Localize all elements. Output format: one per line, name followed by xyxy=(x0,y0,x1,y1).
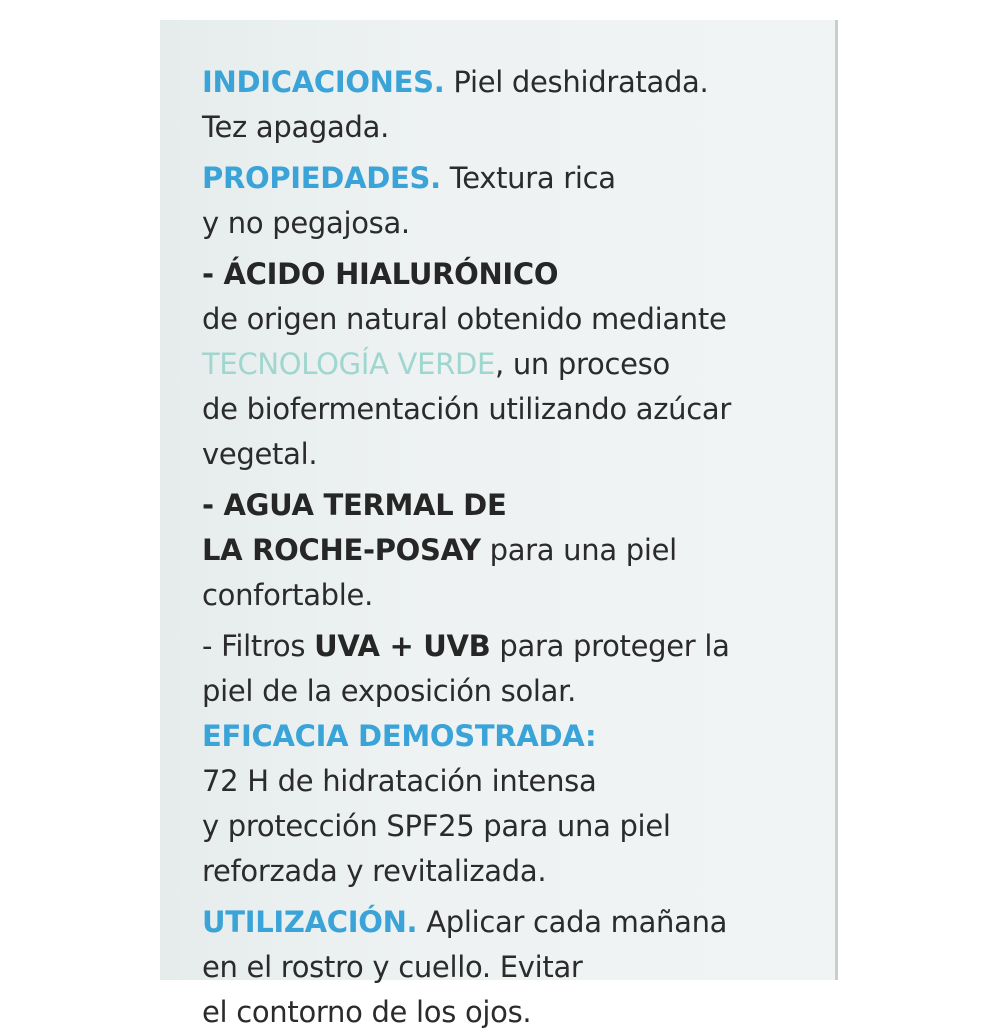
agua-line-2 xyxy=(202,528,823,573)
filtros-uva-uvb: UVA + UVB xyxy=(314,629,491,663)
utilizacion-text-1: Aplicar cada mañana xyxy=(417,905,728,939)
tecnologia-verde-text: TECNOLOGÍA VERDE xyxy=(202,347,496,381)
label-text-block xyxy=(202,60,823,1035)
indicaciones-text-2: Tez apagada. xyxy=(202,110,389,144)
propiedades-line xyxy=(202,156,823,201)
filtros-text-3: piel de la exposición solar. xyxy=(202,674,577,708)
eficacia-text-3: reforzada y revitalizada. xyxy=(202,854,547,888)
utilizacion-heading: UTILIZACIÓN. xyxy=(202,905,418,939)
propiedades-text-2: y no pegajosa. xyxy=(202,206,410,240)
acido-text-1: de origen natural obtenido mediante xyxy=(202,302,727,336)
utilizacion-line xyxy=(202,900,823,945)
agua-heading-2: LA ROCHE-POSAY xyxy=(202,533,481,567)
acido-line-2 xyxy=(202,342,823,387)
acido-text-3: de biofermentación utilizando azúcar xyxy=(202,392,731,426)
product-label-card xyxy=(160,20,838,1029)
propiedades-text: Textura rica xyxy=(440,161,616,195)
propiedades-heading: PROPIEDADES. xyxy=(202,161,441,195)
indicaciones-line xyxy=(202,60,823,105)
agua-heading-1: - AGUA TERMAL DE xyxy=(202,488,507,522)
eficacia-text-2: y protección SPF25 para una piel xyxy=(202,809,671,843)
eficacia-heading: EFICACIA DEMOSTRADA: xyxy=(202,719,597,753)
acido-heading: - ÁCIDO HIALURÓNICO xyxy=(202,257,559,291)
utilizacion-text-3: el contorno de los ojos. xyxy=(202,995,532,1029)
acido-text-2: , un proceso xyxy=(495,347,670,381)
eficacia-text-1: 72 H de hidratación intensa xyxy=(202,764,597,798)
utilizacion-text-2: en el rostro y cuello. Evitar xyxy=(202,950,583,984)
indicaciones-text: Piel deshidratada. xyxy=(444,65,709,99)
filtros-text-1: - Filtros xyxy=(202,629,315,663)
agua-text-1: para una piel xyxy=(480,533,677,567)
acido-text-4: vegetal. xyxy=(202,437,318,471)
filtros-text-2: para proteger la xyxy=(490,629,730,663)
agua-text-2: confortable. xyxy=(202,578,374,612)
filtros-line xyxy=(202,624,823,669)
indicaciones-heading: INDICACIONES. xyxy=(202,65,445,99)
